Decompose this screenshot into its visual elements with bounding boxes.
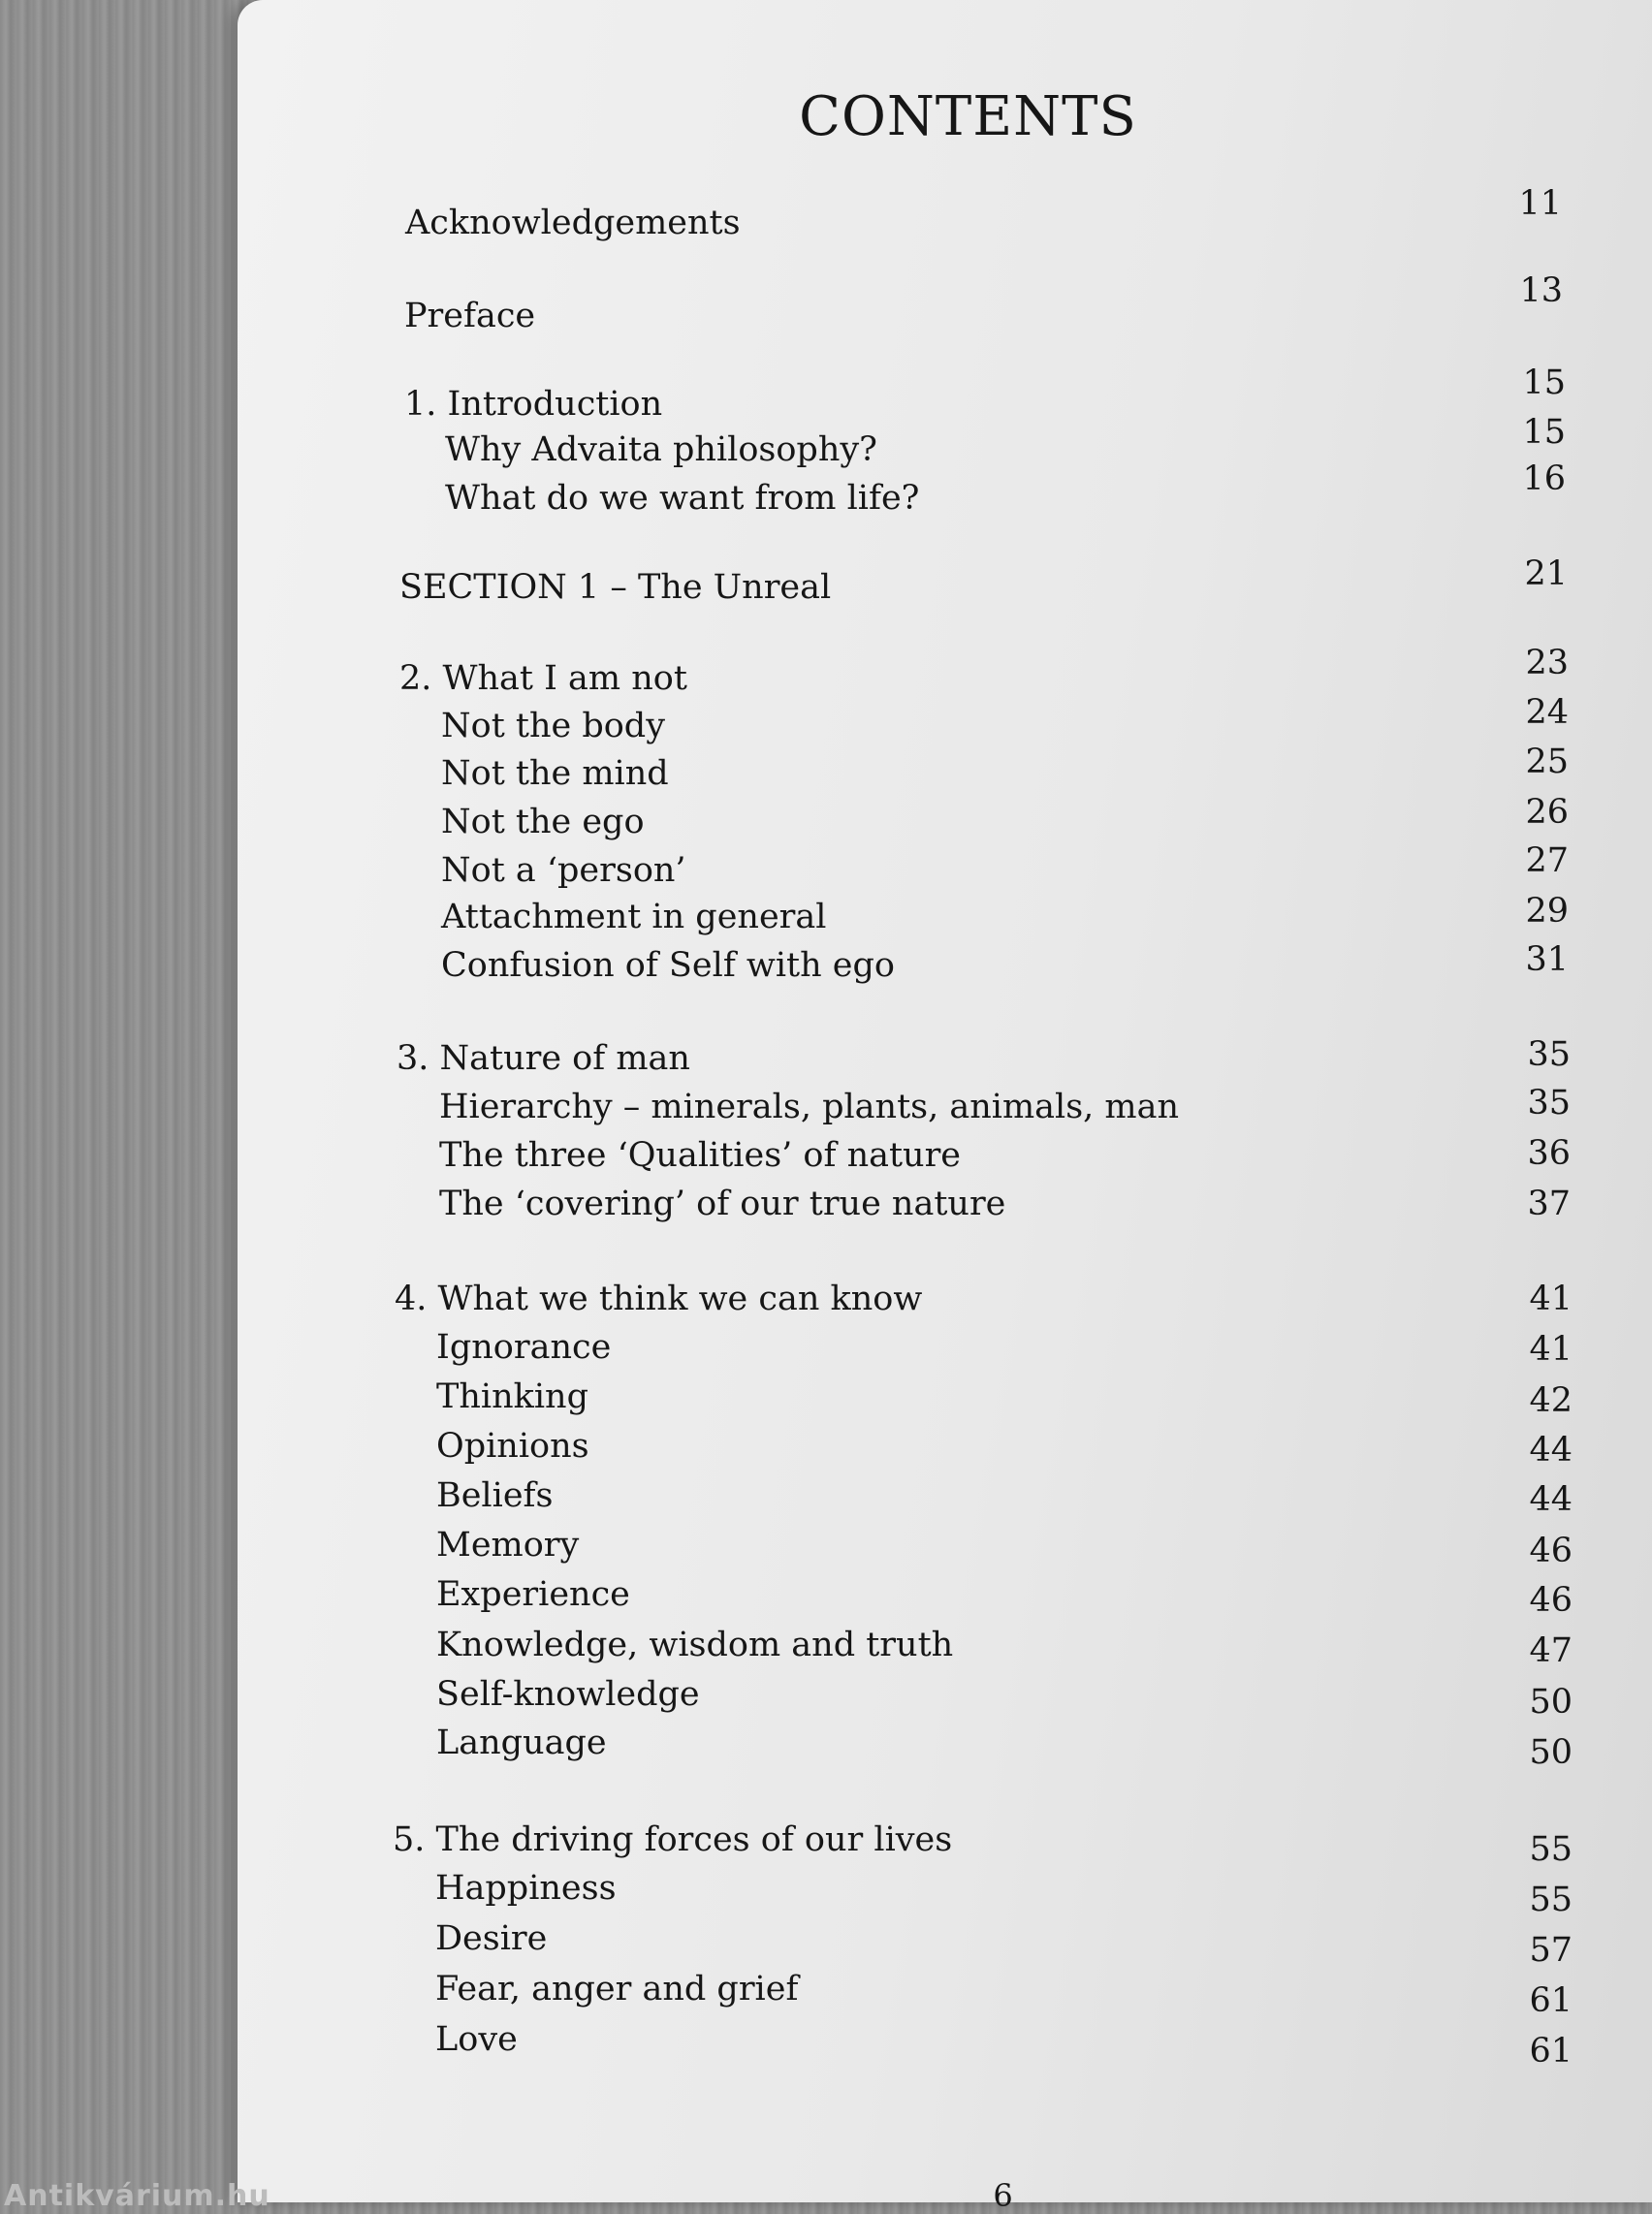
toc-entry-title: What do we want from life?	[445, 479, 920, 518]
toc-entry-page: 29	[1525, 892, 1569, 931]
toc-entry-page: 23	[1525, 644, 1569, 682]
toc-entry-title: Preface	[404, 297, 536, 335]
contents-title: CONTENTS	[799, 85, 1137, 148]
toc-entry-title: Love	[435, 2020, 518, 2059]
toc-entry-title: Why Advaita philosophy?	[445, 430, 877, 469]
toc-entry-page: 44	[1529, 1431, 1573, 1470]
toc-entry-page: 36	[1527, 1134, 1571, 1173]
toc-entry-title: Beliefs	[436, 1476, 554, 1515]
toc-entry-title: Fear, anger and grief	[435, 1970, 799, 2008]
toc-entry-page: 47	[1529, 1631, 1573, 1670]
toc-entry-title: The ‘covering’ of our true nature	[439, 1185, 1006, 1223]
toc-entry-title: Opinions	[436, 1427, 589, 1466]
toc-entry-page: 21	[1524, 554, 1568, 593]
toc-entry-title: Memory	[436, 1526, 580, 1565]
toc-entry-title: Language	[436, 1724, 607, 1762]
toc-entry-title: Experience	[436, 1575, 630, 1614]
toc-entry-page: 61	[1529, 2032, 1573, 2071]
toc-entry-title: 5. The driving forces of our lives	[393, 1820, 953, 1859]
toc-entry-page: 24	[1525, 693, 1569, 732]
toc-entry-title: Not the ego	[441, 803, 645, 841]
toc-entry-page: 41	[1529, 1280, 1573, 1318]
toc-entry-page: 61	[1529, 1981, 1573, 2020]
toc-entry-title: Self-knowledge	[436, 1675, 700, 1714]
toc-entry-title: 1. Introduction	[404, 385, 663, 424]
toc-entry-title: Thinking	[436, 1377, 588, 1416]
toc-entry-page: 46	[1529, 1532, 1573, 1570]
page-number: 6	[993, 2177, 1013, 2214]
toc-entry-title: Confusion of Self with ego	[441, 946, 895, 985]
toc-entry-title: Knowledge, wisdom and truth	[436, 1626, 954, 1664]
toc-entry-title: Not a ‘person’	[441, 851, 686, 890]
toc-entry-page: 16	[1522, 459, 1566, 498]
toc-entry-page: 44	[1529, 1480, 1573, 1519]
toc-entry-title: Acknowledgements	[405, 204, 741, 242]
toc-entry-title: Attachment in general	[441, 898, 827, 936]
toc-entry-title: 2. What I am not	[399, 659, 687, 698]
toc-entry-title: Ignorance	[436, 1328, 612, 1367]
toc-entry-page: 26	[1525, 793, 1569, 832]
toc-entry-page: 55	[1529, 1881, 1573, 1919]
toc-entry-title: SECTION 1 – The Unreal	[399, 568, 832, 607]
watermark: Antikvárium.hu	[4, 2179, 270, 2213]
toc-entry-page: 15	[1522, 413, 1566, 452]
toc-entry-page: 50	[1529, 1733, 1573, 1772]
toc-entry-page: 42	[1529, 1381, 1573, 1420]
toc-entry-title: 4. What we think we can know	[395, 1280, 923, 1318]
toc-entry-page: 11	[1518, 184, 1562, 223]
toc-entry-page: 13	[1519, 271, 1563, 310]
toc-entry-title: Happiness	[435, 1869, 617, 1908]
toc-entry-page: 57	[1529, 1931, 1573, 1970]
toc-entry-page: 41	[1529, 1330, 1573, 1369]
toc-entry-page: 37	[1527, 1185, 1571, 1223]
toc-entry-page: 31	[1525, 940, 1569, 979]
toc-entry-page: 35	[1527, 1084, 1571, 1123]
toc-entry-title: 3. Nature of man	[397, 1039, 690, 1078]
toc-entry-page: 27	[1525, 841, 1569, 880]
book-page	[238, 0, 1652, 2214]
toc-entry-page: 46	[1529, 1581, 1573, 1620]
toc-entry-page: 15	[1522, 364, 1566, 402]
toc-entry-title: Not the mind	[441, 754, 669, 793]
toc-entry-page: 35	[1527, 1035, 1571, 1074]
toc-entry-page: 55	[1529, 1830, 1573, 1869]
toc-entry-page: 25	[1525, 743, 1569, 781]
toc-entry-title: The three ‘Qualities’ of nature	[439, 1136, 962, 1175]
toc-entry-title: Desire	[435, 1919, 548, 1958]
toc-entry-page: 50	[1529, 1683, 1573, 1722]
toc-entry-title: Hierarchy – minerals, plants, animals, man	[439, 1088, 1180, 1126]
toc-entry-title: Not the body	[441, 707, 665, 745]
